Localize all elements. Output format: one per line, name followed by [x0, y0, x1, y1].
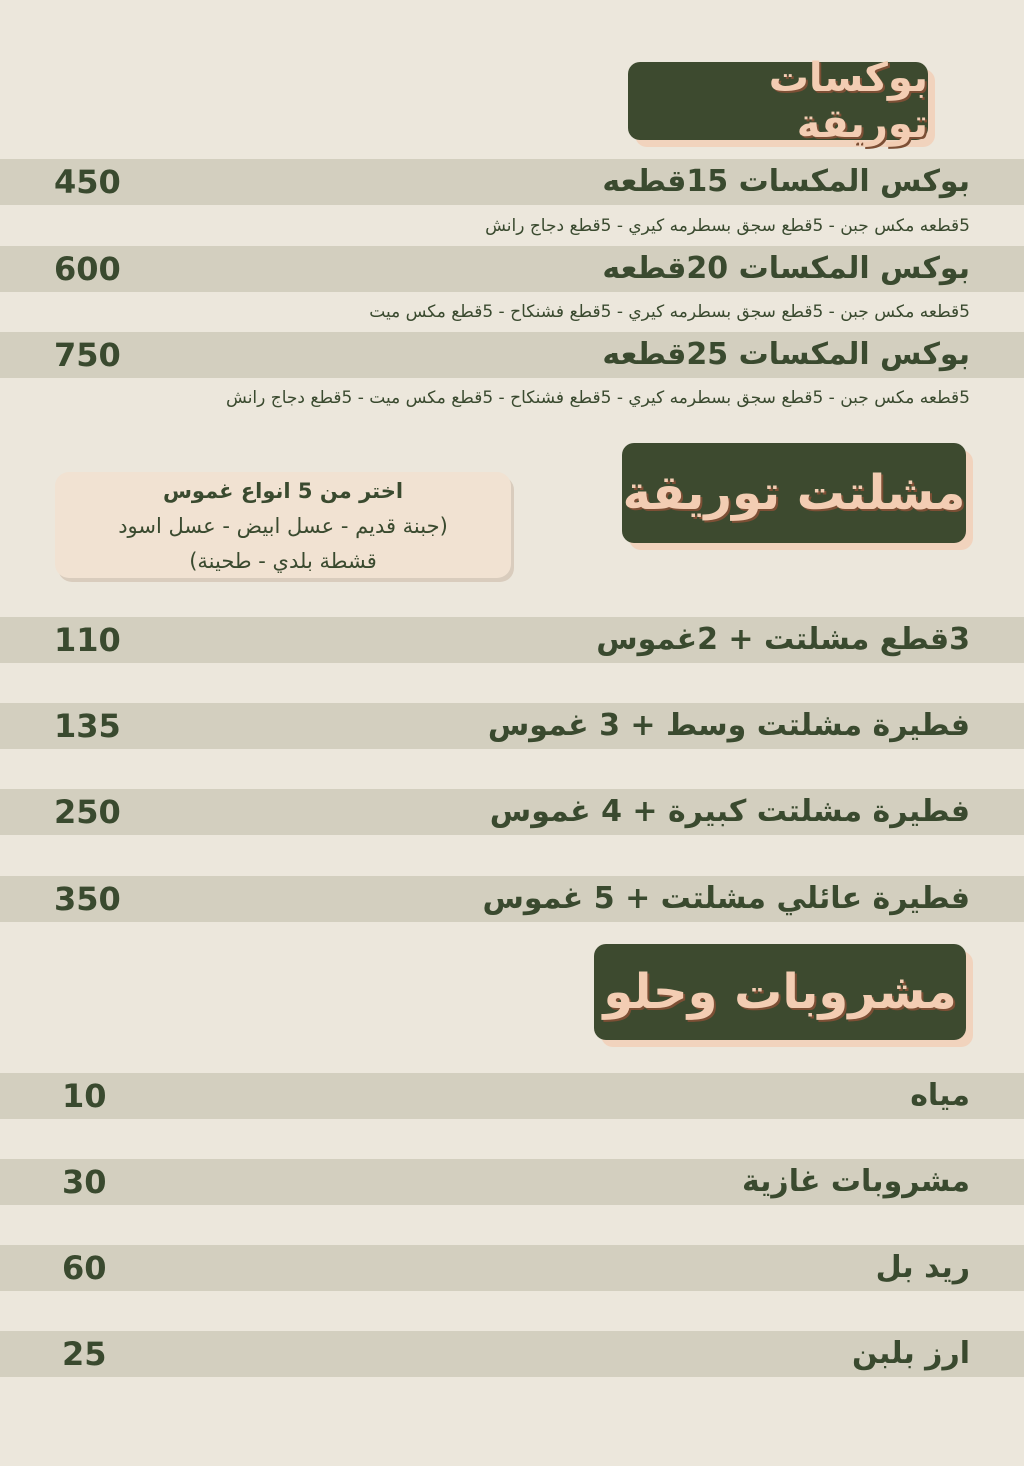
item-price: 600: [54, 250, 121, 288]
item-name: فطيرة مشلتت كبيرة + 4 غموس: [489, 794, 970, 829]
section-title-boxes: بوكسات توريقة: [628, 62, 928, 140]
item-price: 450: [54, 163, 121, 201]
dip-options-note: [55, 472, 511, 578]
item-band: [0, 1245, 1024, 1291]
item-price: 110: [54, 621, 121, 659]
dip-note-line: (جبنة قديم - عسل ابيض - عسل اسود: [118, 514, 448, 538]
item-description: 5قطعه مكس جبن - 5قطع سجق بسطرمه كيري - 5قطع فشنكاح - 5قطع مكس ميت: [369, 302, 970, 322]
item-description: 5قطعه مكس جبن - 5قطع سجق بسطرمه كيري - 5قطع فشنكاح - 5قطع مكس ميت - 5قطع دجاج رانش: [226, 388, 970, 408]
item-name: 3قطع مشلتت + 2غموس: [596, 622, 970, 657]
item-description: 5قطعه مكس جبن - 5قطع سجق بسطرمه كيري - 5قطع دجاج رانش: [485, 216, 970, 236]
item-price: 750: [54, 336, 121, 374]
item-name: مشروبات غازية: [741, 1164, 970, 1199]
item-price: 25: [62, 1335, 107, 1373]
item-price: 60: [62, 1249, 107, 1287]
item-price: 135: [54, 707, 121, 745]
item-band: [0, 1073, 1024, 1119]
item-price: 10: [62, 1077, 107, 1115]
item-name: بوكس المكسات 25قطعه: [602, 337, 970, 372]
item-name: ارز بلبن: [851, 1336, 970, 1371]
item-name: بوكس المكسات 15قطعه: [602, 164, 970, 199]
dip-note-title: اختر من 5 انواع غموس: [162, 479, 404, 503]
section-title-triangles: مشلتت توريقة: [622, 443, 966, 543]
item-price: 30: [62, 1163, 107, 1201]
item-name: ريد بل: [875, 1250, 970, 1285]
section-title-drinks: مشروبات وحلو: [594, 944, 966, 1040]
dip-note-line: قشطة بلدي - طحينة): [189, 549, 377, 573]
item-name: فطيرة عائلي مشلتت + 5 غموس: [482, 881, 970, 916]
item-name: فطيرة مشلتت وسط + 3 غموس: [487, 708, 970, 743]
item-price: 350: [54, 880, 121, 918]
item-price: 250: [54, 793, 121, 831]
item-name: مياه: [910, 1078, 970, 1113]
item-name: بوكس المكسات 20قطعه: [602, 251, 970, 286]
